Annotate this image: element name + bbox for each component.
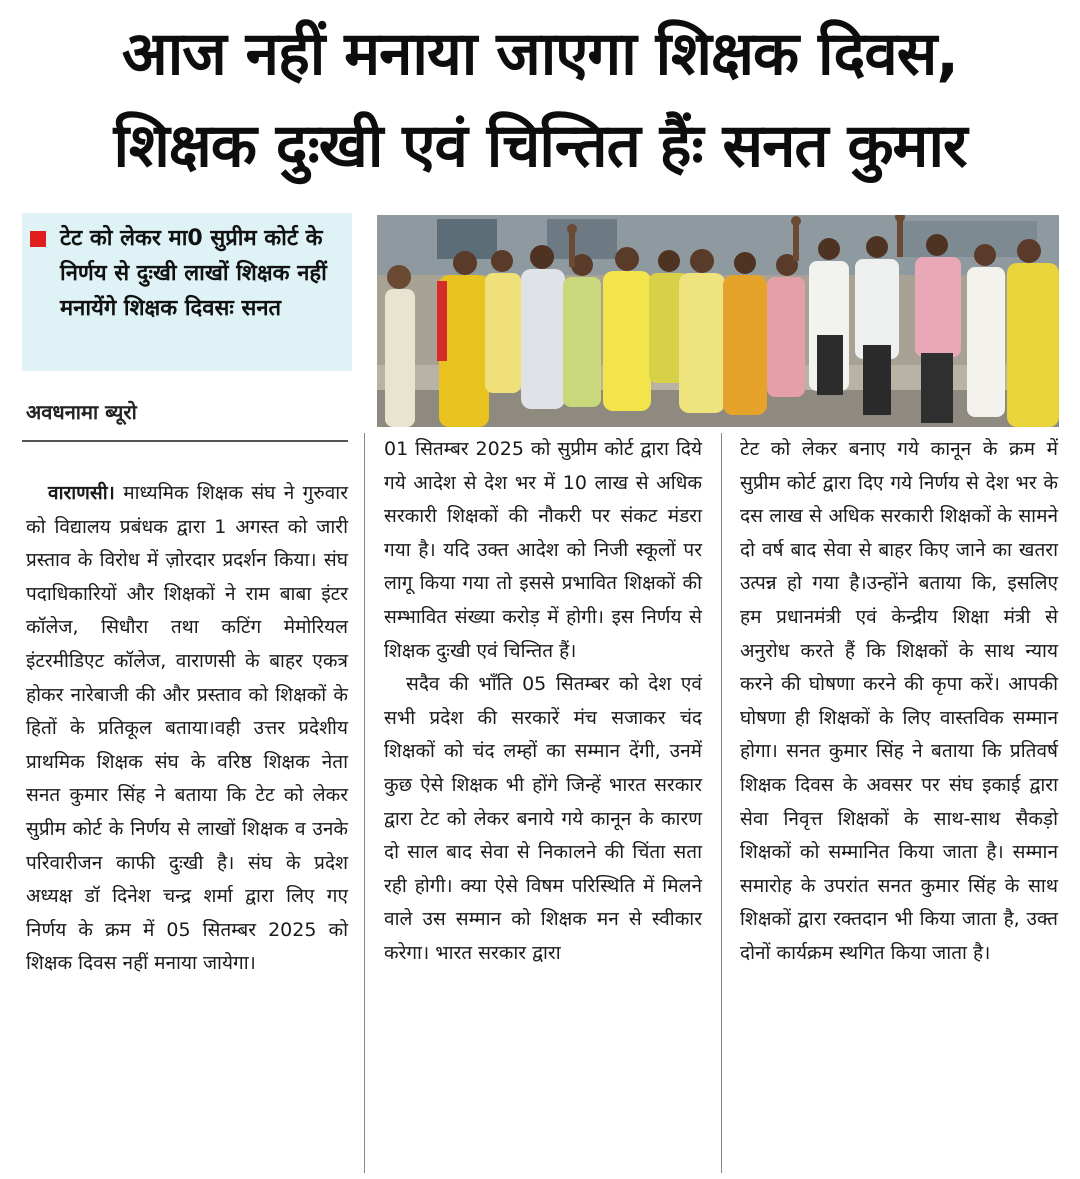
- square-bullet-icon: [30, 231, 46, 247]
- column-2-paragraph-2: सदैव की भाँति 05 सितम्बर को देश एवं सभी प्रदेश की सरकारें मंच सजाकर चंद शिक्षकों को चंद लम्हों का सम्मान देंगी, उनमें कुछ ऐसे शिक्षक भी होंगे जिन्हें भारत सरकार द्वारा टेट को लेकर बनाये गये कानून के कारण दो साल बाद सेवा से निकालने की चिंता सता रही होगी। क्या ऐसे विषम परिस्थिति में मिलने वाले उस सम्मान को शिक्षक मन से स्वीकार करेगा। भारत सरकार द्वारा: [384, 673, 702, 964]
- dateline: वाराणसी।: [48, 482, 115, 504]
- column-2-paragraph-1: 01 सितम्बर 2025 को सुप्रीम कोर्ट द्वारा दिये गये आदेश से देश भर में 10 लाख से अधिक सरकारी शिक्षकों की नौकरी पर संकट मंडरा गया है। यदि उक्त आदेश को निजी स्कूलों पर लागू किया गया तो इससे प्रभावित शिक्षकों की सम्भावित संख्या करोड़ में होगी। इस निर्णय से शिक्षक दुःखी एवं चिन्तित हैं।: [384, 438, 702, 662]
- column-divider: [721, 433, 722, 1173]
- byline: अवधनामा ब्यूरो: [26, 400, 137, 424]
- headline: [0, 8, 1080, 192]
- article-column-1: [26, 477, 348, 981]
- subhead-box: [22, 213, 352, 371]
- column-3-text: टेट को लेकर बनाए गये कानून के क्रम में सुप्रीम कोर्ट द्वारा दिए गये निर्णय से देश भर के दस लाख से अधिक सरकारी शिक्षकों के सामने दो वर्ष बाद सेवा से बाहर किए जाने का खतरा उत्पन्न हो गया है।उन्होंने बताया कि, इसलिए हम प्रधानमंत्री एवं केन्द्रीय शिक्षा मंत्री से अनुरोध करते हैं कि शिक्षकों के साथ न्याय करने की घोषणा करने की कृपा करें। आपकी घोषणा ही शिक्षकों के लिए वास्तविक सम्मान होगा। सनत कुमार सिंह ने बताया कि प्रतिवर्ष शिक्षक दिवस के अवसर पर संघ इकाई द्वारा सेवा निवृत्त शिक्षकों के साथ-साथ सैकड़ो शिक्षकों को सम्मानित किया जाता है। सम्मान समारोह के उपरांत सनत कुमार सिंह के साथ शिक्षकों द्वारा रक्तदान भी किया जाता है, उक्त दोनों कार्यक्रम स्थगित किया जाता है।: [740, 438, 1058, 964]
- news-photo: [377, 215, 1059, 427]
- headline-line-2: शिक्षक दुःखी एवं चिन्तित हैंः सनत कुमार: [113, 111, 967, 181]
- protest-crowd-photo: [377, 215, 1059, 427]
- article-column-3: [740, 433, 1058, 971]
- article-column-2: [384, 433, 702, 971]
- byline-divider: [22, 440, 348, 442]
- subhead-text: टेट को लेकर मा0 सुप्रीम कोर्ट के निर्णय से दुःखी लाखों शिक्षक नहीं मनायेंगे शिक्षक दिवसः सनत: [60, 226, 327, 321]
- column-1-text: माध्यमिक शिक्षक संघ ने गुरुवार को विद्यालय प्रबंधक द्वारा 1 अगस्त को जारी प्रस्ताव के विरोध में ज़ोरदार प्रदर्शन किया। संघ पदाधिकारियों और शिक्षकों ने राम बाबा इंटर कॉलेज, सिधौरा तथा कटिंग मेमोरियल इंटरमीडिएट कॉलेज, वाराणसी के बाहर एकत्र होकर नारेबाजी की और प्रस्ताव को शिक्षकों के हितों के प्रतिकूल बताया।वही उत्तर प्रदेशीय प्राथमिक शिक्षक संघ के वरिष्ठ शिक्षक नेता सनत कुमार सिंह ने बताया कि टेट को लेकर सुप्रीम कोर्ट के निर्णय से लाखों शिक्षक व उनके परिवारीजन काफी दुःखी है। संघ के प्रदेश अध्यक्ष डॉ दिनेश चन्द्र शर्मा द्वारा लिए गए निर्णय के क्रम में 05 सितम्बर 2025 को शिक्षक दिवस नहीं मनाया जायेगा।: [26, 482, 348, 975]
- headline-line-1: आज नहीं मनाया जाएगा शिक्षक दिवस,: [121, 19, 959, 89]
- column-divider: [364, 433, 365, 1173]
